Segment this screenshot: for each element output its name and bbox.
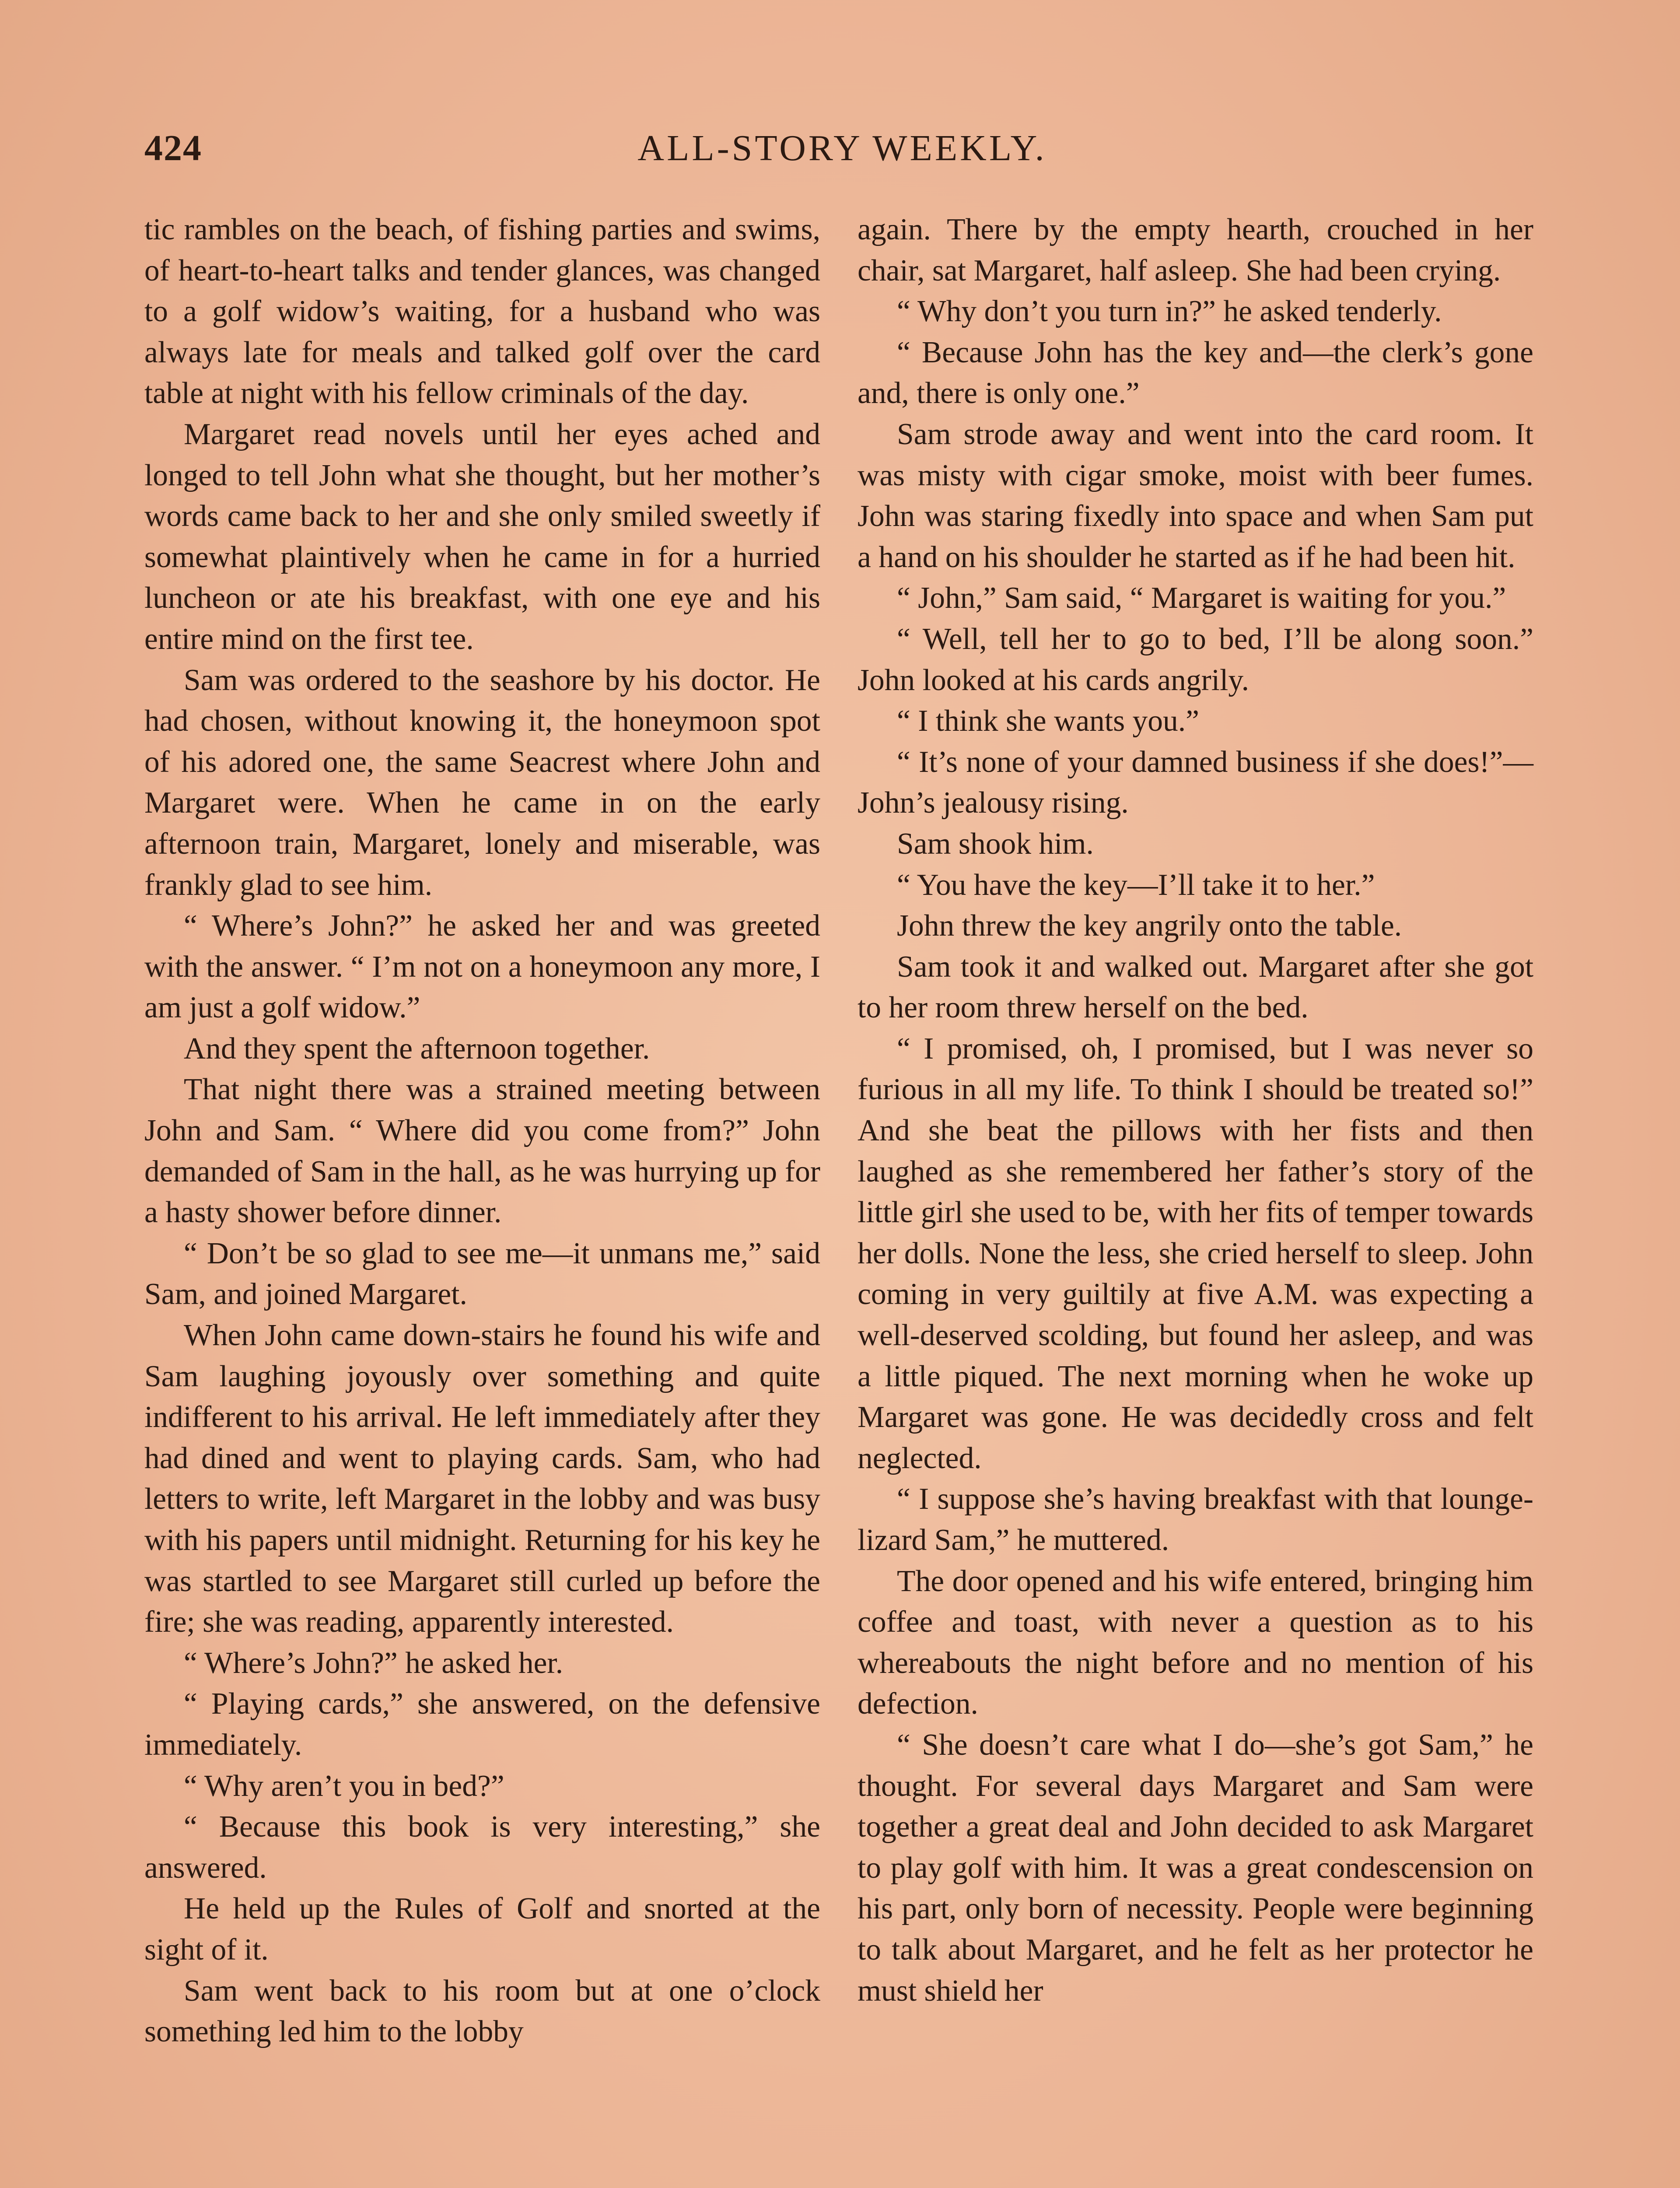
paragraph: “ Why aren’t you in bed?” [184, 1769, 504, 1803]
paragraph: Sam took it and walked out. Margaret after she got to her room threw herself on the bed. [858, 950, 1533, 1025]
paragraph: “ It’s none of your damned business if she does!”—John’s jealousy rising. [858, 745, 1533, 820]
paragraph: Sam was ordered to the seashore by his doctor. He had chosen, without knowing it, the honeymoon spot of his adored one, the same Seacrest where John and Margaret were. When he came in on the early afternoon train, Margaret, lonely and miserable, was frankly glad to see him. [144, 663, 820, 902]
paragraph: “ You have the key—I’ll take it to her.” [897, 868, 1375, 902]
page-number: 424 [144, 128, 202, 168]
paragraph: That night there was a strained meeting between John and Sam. “ Where did you come from?” John demanded of Sam in the hall, as he was hurrying up for a hasty shower before dinner. [144, 1073, 820, 1230]
paragraph: “ Playing cards,” she answered, on the defensive immediately. [144, 1687, 820, 1762]
paragraph: John threw the key angrily onto the table. [897, 909, 1402, 943]
paragraph: Sam shook him. [897, 827, 1094, 861]
paragraph: “ Well, tell her to go to bed, I’ll be along soon.” John looked at his cards angrily. [858, 622, 1533, 697]
paragraph: “ I promised, oh, I promised, but I was never so furious in all my life. To think I should be treated so!” And she beat the pillows with her fists and then laughed as she remembered her father’s story of the little girl she used to be, with her fits of temper towards her dolls. None the less, she cried herself to sleep. John coming in very guiltily at five A.M. was expecting a well-deserved scolding, but found her asleep, and was a little piqued. The next morning when he woke up Margaret was gone. He was decidedly cross and felt neglected. [858, 1031, 1533, 1475]
paragraph: “ Where’s John?” he asked her. [184, 1646, 564, 1680]
paragraph: “ Why don’t you turn in?” he asked tenderly. [897, 295, 1442, 329]
left-column [144, 209, 820, 2052]
paragraph: When John came down-stairs he found his wife and Sam laughing joyously over something and quite indifferent to his arrival. He left immediately after they had dined and went to playing cards. Sam, who had letters to write, left Margaret in the lobby and was busy with his papers until midnight. Returning for his key he was startled to see Margaret still curled up before the fire; she was reading, apparently interested. [144, 1318, 820, 1639]
paragraph: “ Because this book is very interesting,” she answered. [144, 1810, 820, 1885]
running-head [144, 127, 1540, 175]
paragraph: again. There by the empty hearth, crouched in her chair, sat Margaret, half asleep. She had been crying. [858, 213, 1533, 288]
magazine-title: ALL-STORY WEEKLY. [637, 128, 1047, 168]
paragraph: “ She doesn’t care what I do—she’s got Sam,” he thought. For several days Margaret and Sam were together a great deal and John decided to ask Margaret to play golf with him. It was a great condescension on his part, only born of necessity. People were beginning to talk about Margaret, and he felt as her protector he must shield her [858, 1728, 1533, 2008]
paragraph: And they spent the afternoon together. [184, 1031, 650, 1066]
paragraph: He held up the Rules of Golf and snorted at the sight of it. [144, 1892, 820, 1967]
paragraph: “ John,” Sam said, “ Margaret is waiting for you.” [897, 581, 1506, 615]
paragraph: “ Don’t be so glad to see me—it unmans me,” said Sam, and joined Margaret. [144, 1236, 820, 1311]
paragraph: Sam went back to his room but at one o’clock something led him to the lobby [144, 1974, 820, 2049]
paragraph: Sam strode away and went into the card room. It was misty with cigar smoke, moist with beer fumes. John was staring fixedly into space and when Sam put a hand on his shoulder he started as if he had been hit. [858, 417, 1533, 574]
paragraph: The door opened and his wife entered, bringing him coffee and toast, with never a question as to his whereabouts the night before and no mention of his defection. [858, 1564, 1533, 1721]
paragraph: “ I suppose she’s having breakfast with that lounge-lizard Sam,” he muttered. [858, 1482, 1533, 1557]
paragraph: “ Because John has the key and—the clerk’s gone and, there is only one.” [858, 335, 1533, 410]
right-column [858, 209, 1533, 2011]
paragraph: “ Where’s John?” he asked her and was greeted with the answer. “ I’m not on a honeymoon any more, I am just a golf widow.” [144, 909, 820, 1025]
paragraph: tic rambles on the beach, of fishing parties and swims, of heart-to-heart talks and tender glances, was changed to a golf widow’s waiting, for a husband who was always late for meals and talked golf over the card table at night with his fellow criminals of the day. [144, 213, 820, 410]
paragraph: “ I think she wants you.” [897, 704, 1199, 738]
paragraph: Margaret read novels until her eyes ached and longed to tell John what she thought, but her mother’s words came back to her and she only smiled sweetly if somewhat plaintively when he came in for a hurried luncheon or ate his breakfast, with one eye and his entire mind on the first tee. [144, 417, 820, 656]
